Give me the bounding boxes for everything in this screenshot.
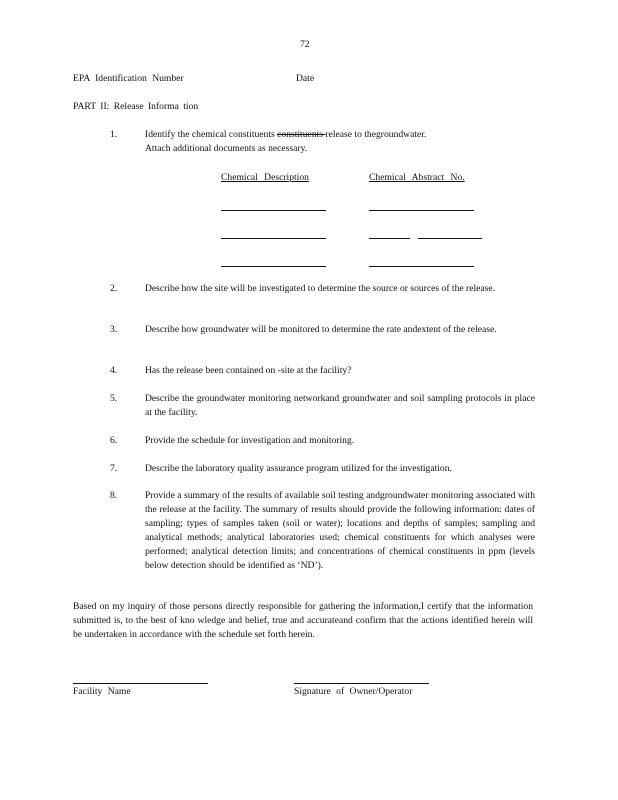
column-header-chemical-description: Chemical Description bbox=[221, 172, 309, 183]
item-text: Describe the groundwater monitoring networkand groundwater and soil sampling protocols in place at the facility. bbox=[145, 393, 535, 418]
item-number: 3. bbox=[110, 324, 118, 335]
epa-id-label: EPA Identification Number bbox=[73, 73, 184, 84]
item-text: Attach additional documents as necessary. bbox=[145, 143, 308, 154]
page-number: 72 bbox=[300, 39, 310, 50]
item-number: 5. bbox=[110, 393, 118, 404]
blank-line bbox=[221, 210, 326, 211]
item-text: Describe the laboratory quality assurance program utilized for the investigation. bbox=[145, 463, 452, 474]
item-text: release to thegroundwater. bbox=[325, 129, 427, 140]
item-number: 8. bbox=[110, 490, 118, 501]
date-label: Date bbox=[296, 73, 315, 84]
item-number: 6. bbox=[110, 435, 118, 446]
blank-line bbox=[369, 210, 474, 211]
struck-text: constituents bbox=[277, 129, 326, 140]
item-number: 1. bbox=[110, 129, 118, 140]
item-number: 2. bbox=[110, 283, 118, 294]
item-text: Provide the schedule for investigation and monitoring. bbox=[145, 435, 355, 446]
item-text: Has the release been contained on -site at the facility? bbox=[145, 365, 352, 376]
blank-line bbox=[221, 238, 326, 239]
owner-signature-label: Signature of Owner/Operator bbox=[294, 686, 413, 697]
item-text: Describe how the site will be investigated to determine the source or sources of the release. bbox=[145, 283, 496, 294]
owner-signature-line[interactable] bbox=[294, 683, 429, 684]
certification-paragraph: Based on my inquiry of those persons directly responsible for gathering the information,I certify that the information submitted is, to the best of kno wledge and belief, true and accurateand confirm that the actions identified herein will be undertaken in accordance with the schedule set forth herein. bbox=[73, 601, 533, 640]
item-text: Identify the chemical constituents bbox=[145, 129, 278, 140]
column-header-chemical-abstract-no: Chemical Abstract No. bbox=[369, 172, 465, 183]
item-text: Describe how groundwater will be monitored to determine the rate andextent of the release. bbox=[145, 324, 497, 335]
item-number: 4. bbox=[110, 365, 118, 376]
part-title: PART II: Release Informa tion bbox=[73, 101, 199, 112]
facility-name-line[interactable] bbox=[73, 683, 208, 684]
blank-line bbox=[221, 266, 326, 267]
item-number: 7. bbox=[110, 463, 118, 474]
item-text: Provide a summary of the results of available soil testing andgroundwater monitoring associated with the release at the facility. The summary of results should provide the following information: dates of sampling; types of samples taken (soil or water); locations and depths of samples; sampling and analytical methods; analytical laboratories used; chemical constituents for which analyses were performed; analytical detection limits; and concentrations of chemical constituents in ppm (levels below detection should be identified as ‘ND’). bbox=[145, 490, 535, 571]
facility-name-label: Facility Name bbox=[73, 686, 131, 697]
blank-line bbox=[369, 266, 474, 267]
blank-line bbox=[418, 238, 482, 239]
blank-line bbox=[369, 238, 410, 239]
